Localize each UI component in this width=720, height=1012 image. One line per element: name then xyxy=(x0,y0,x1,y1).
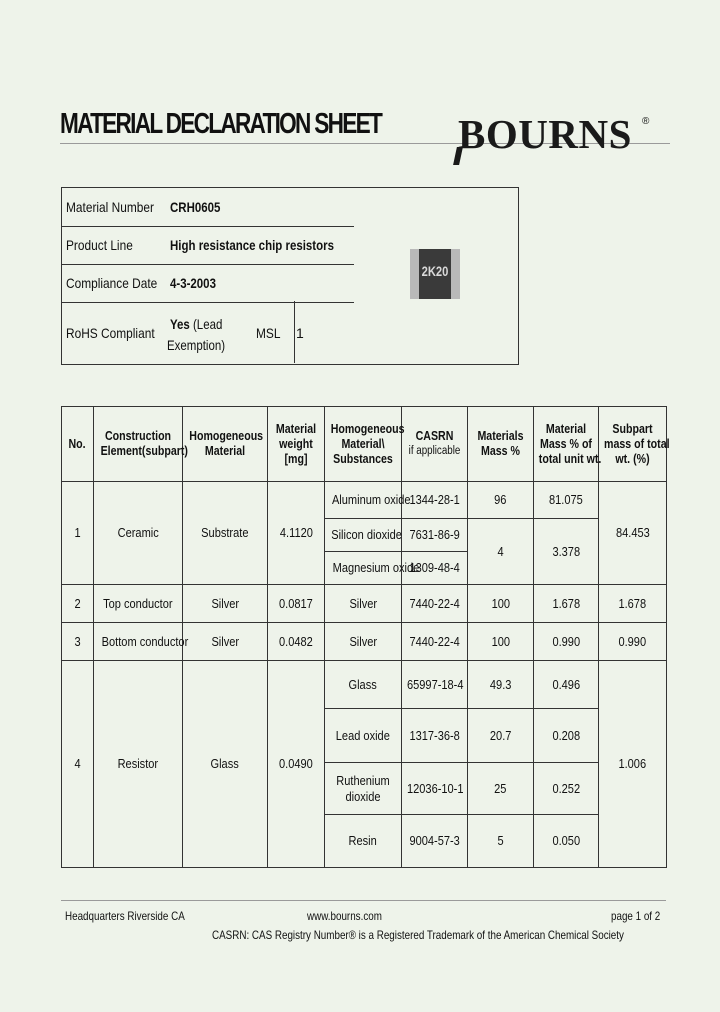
substance-mass-pct: 5 xyxy=(468,815,534,868)
row-element: Bottom conductor xyxy=(94,623,183,661)
substance-name: Glass xyxy=(325,661,402,709)
material-number-label: Material Number xyxy=(66,199,154,215)
footer-rule xyxy=(61,900,666,901)
header-materials-mass-pct: Materials Mass % xyxy=(468,407,534,482)
substance-unit-wt: 1.678 xyxy=(534,585,599,623)
row-subpart-mass: 1.678 xyxy=(599,585,667,623)
row-material: Glass xyxy=(183,661,268,868)
substance-casrn: 7440-22-4 xyxy=(402,585,468,623)
substance-unit-wt: 0.252 xyxy=(534,763,599,815)
product-line-value: High resistance chip resistors xyxy=(170,237,334,253)
substance-unit-wt: 3.378 xyxy=(534,519,599,585)
product-line-label: Product Line xyxy=(66,237,133,253)
row-subpart-mass: 1.006 xyxy=(599,661,667,868)
row-material: Silver xyxy=(183,623,268,661)
row-material: Silver xyxy=(183,585,268,623)
substance-name: Magnesium oxide xyxy=(325,552,402,585)
substance-name: Silver xyxy=(325,623,402,661)
row-no: 4 xyxy=(62,661,94,868)
substance-casrn: 1344-28-1 xyxy=(402,482,468,519)
row-no: 1 xyxy=(62,482,94,585)
header-unit-wt-pct: Material Mass % of total unit wt. xyxy=(534,407,599,482)
substance-casrn: 9004-57-3 xyxy=(402,815,468,868)
header-no: No. xyxy=(62,407,94,482)
header-subpart-mass: Subpart mass of total wt. (%) xyxy=(599,407,667,482)
substance-mass-pct: 4 xyxy=(468,519,534,585)
table-header-row xyxy=(62,407,667,482)
rohs-value-line2: Exemption) xyxy=(167,337,226,353)
table-row xyxy=(62,661,667,709)
substance-name: Silicon dioxide xyxy=(325,519,402,552)
rohs-label: RoHS Compliant xyxy=(66,325,155,341)
compliance-date-label: Compliance Date xyxy=(66,275,158,291)
material-table xyxy=(61,406,670,868)
table-row xyxy=(62,623,667,661)
row-element: Resistor xyxy=(94,661,183,868)
logo-text: BOURNS xyxy=(458,111,632,157)
table-row xyxy=(62,482,667,519)
row-weight: 4.1120 xyxy=(268,482,325,585)
substance-name: Ruthenium dioxide xyxy=(325,763,402,815)
header-homogeneous-material: Homogeneous Material xyxy=(183,407,268,482)
substance-unit-wt: 0.990 xyxy=(534,623,599,661)
header-construction: Construction Element(subpart) xyxy=(94,407,183,482)
row-weight: 0.0817 xyxy=(268,585,325,623)
row-no: 3 xyxy=(62,623,94,661)
compliance-date-row xyxy=(62,265,354,303)
substance-name: Silver xyxy=(325,585,402,623)
substance-name: Resin xyxy=(325,815,402,868)
msl-divider xyxy=(294,301,295,363)
row-element: Ceramic xyxy=(94,482,183,585)
substance-mass-pct: 49.3 xyxy=(468,661,534,709)
footer-page-number: page 1 of 2 xyxy=(611,909,661,923)
header-substances: Homogeneous Material\ Substances xyxy=(325,407,402,482)
footer-headquarters: Headquarters Riverside CA xyxy=(65,909,185,923)
rohs-value-yes: Yes xyxy=(170,316,190,332)
header-material-weight: Material weight [mg] xyxy=(268,407,325,482)
material-number-row xyxy=(62,188,354,227)
substance-name: Lead oxide xyxy=(325,709,402,763)
header-casrn: CASRN if applicable xyxy=(402,407,468,482)
substance-unit-wt: 81.075 xyxy=(534,482,599,519)
substance-mass-pct: 100 xyxy=(468,623,534,661)
substance-mass-pct: 25 xyxy=(468,763,534,815)
page-title: MATERIAL DECLARATION SHEET xyxy=(60,108,382,140)
registered-mark: ® xyxy=(642,116,650,127)
msl-value: 1 xyxy=(296,325,304,341)
substance-mass-pct: 100 xyxy=(468,585,534,623)
bourns-logo xyxy=(450,110,650,165)
row-weight: 0.0490 xyxy=(268,661,325,868)
substance-casrn: 12036-10-1 xyxy=(402,763,468,815)
substance-mass-pct: 96 xyxy=(468,482,534,519)
table-row xyxy=(62,585,667,623)
row-subpart-mass: 0.990 xyxy=(599,623,667,661)
substance-unit-wt: 0.208 xyxy=(534,709,599,763)
substance-casrn: 7440-22-4 xyxy=(402,623,468,661)
substance-unit-wt: 0.496 xyxy=(534,661,599,709)
footer-casrn-note: CASRN: CAS Registry Number® is a Registered Trademark of the American Chemical Society xyxy=(212,928,624,942)
substance-unit-wt: 0.050 xyxy=(534,815,599,868)
substance-name: Aluminum oxide xyxy=(325,482,402,519)
row-weight: 0.0482 xyxy=(268,623,325,661)
row-material: Substrate xyxy=(183,482,268,585)
rohs-value-rest: (Lead xyxy=(189,316,223,332)
rohs-value xyxy=(170,316,222,332)
row-element: Top conductor xyxy=(94,585,183,623)
substance-mass-pct: 20.7 xyxy=(468,709,534,763)
substance-casrn: 1309-48-4 xyxy=(402,552,468,585)
compliance-date-value: 4-3-2003 xyxy=(170,275,216,291)
substance-casrn: 65997-18-4 xyxy=(402,661,468,709)
row-subpart-mass: 84.453 xyxy=(599,482,667,585)
footer-website: www.bourns.com xyxy=(307,909,382,923)
rohs-row xyxy=(62,303,354,363)
substance-casrn: 7631-86-9 xyxy=(402,519,468,552)
row-no: 2 xyxy=(62,585,94,623)
chip-marking: 2K20 xyxy=(421,263,449,279)
substance-casrn: 1317-36-8 xyxy=(402,709,468,763)
product-line-row xyxy=(62,227,354,265)
msl-label: MSL xyxy=(256,325,281,341)
chip-resistor-image xyxy=(410,249,460,299)
material-number-value: CRH0605 xyxy=(170,199,221,215)
